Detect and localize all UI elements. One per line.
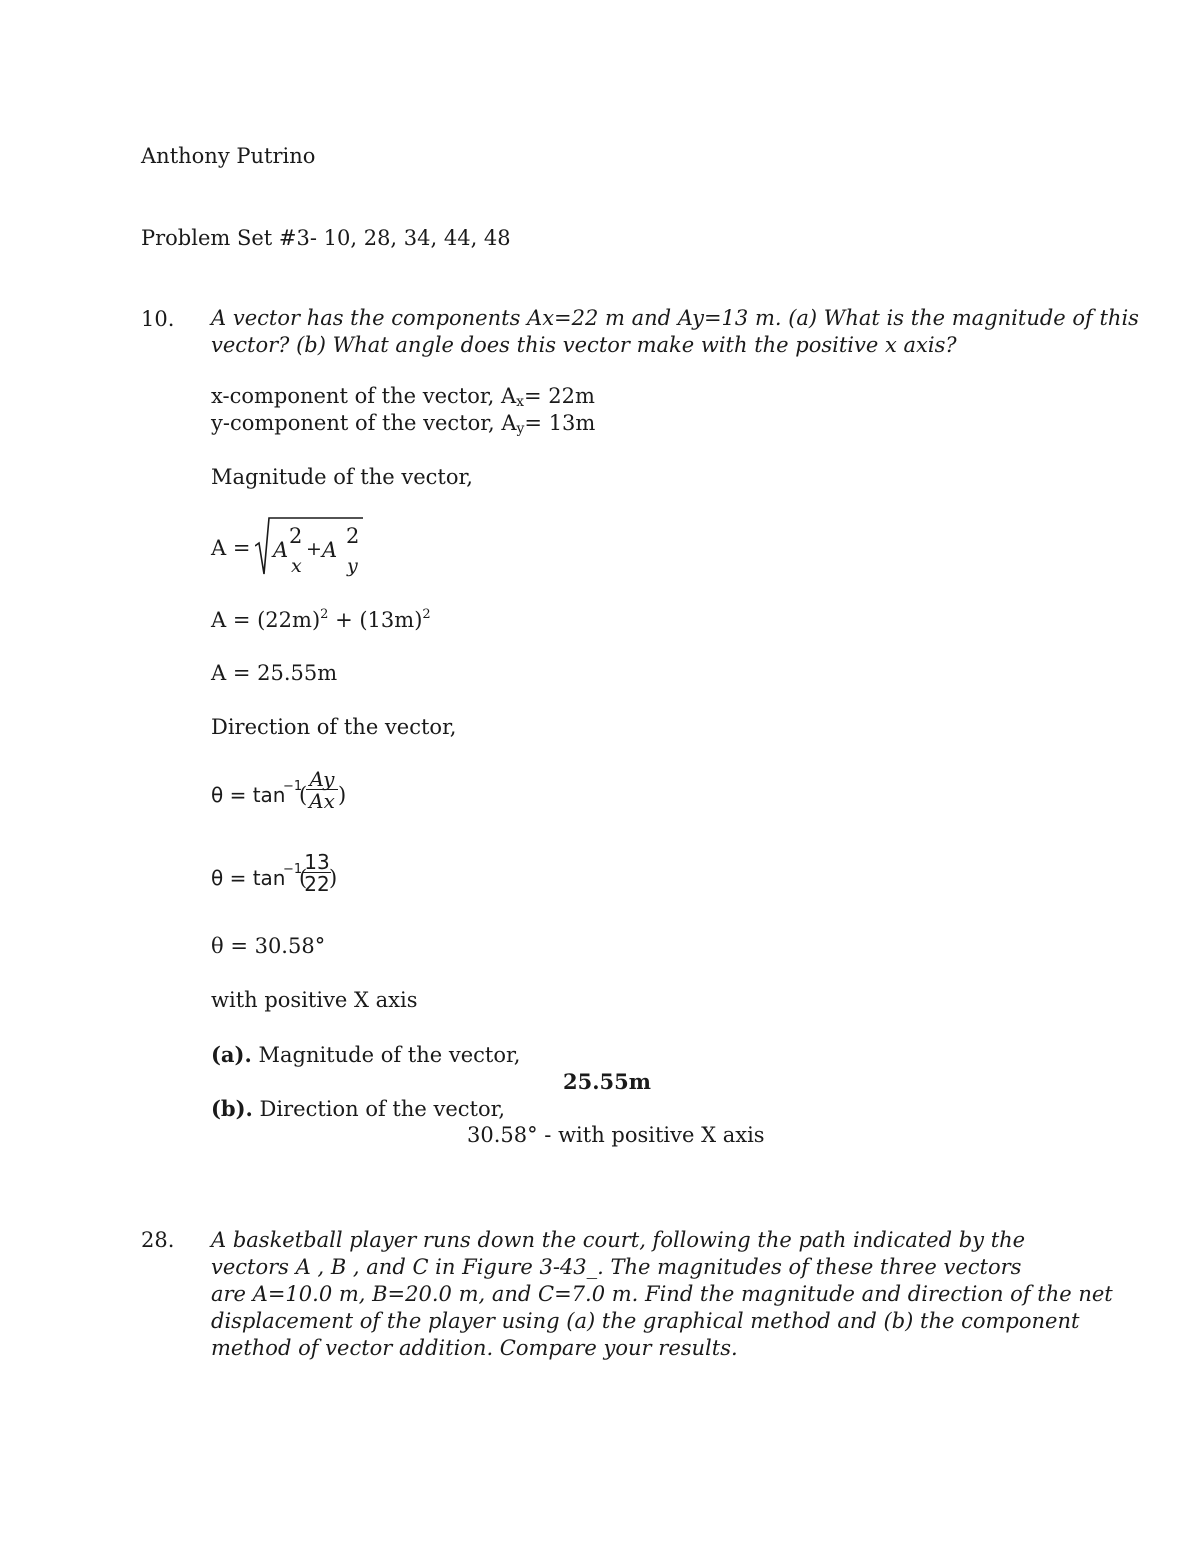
direction-formula-exponent: −1 bbox=[283, 779, 303, 794]
fraction-numerator: 13 bbox=[304, 850, 330, 874]
direction-substitution-open-paren: ( bbox=[299, 866, 308, 890]
x-component-label: x-component of the vector, A bbox=[211, 384, 517, 408]
answer-a-text: Magnitude of the vector, bbox=[251, 1043, 521, 1067]
direction-substitution-lhs: θ = tan bbox=[211, 866, 286, 890]
x-component-value: = 22m bbox=[524, 384, 595, 408]
author-name: Anthony Putrino bbox=[141, 144, 316, 168]
problem-28-line-1: A basketball player runs down the court, following the path indicated by the bbox=[211, 1228, 1026, 1252]
term1-subscript: x bbox=[291, 555, 302, 577]
plus-sign: + bbox=[306, 538, 322, 560]
answer-b-value: 30.58° - with positive X axis bbox=[467, 1123, 765, 1147]
substitution-term-2: + (13m) bbox=[328, 608, 423, 632]
x-component-line bbox=[211, 384, 595, 411]
direction-result: θ = 30.58° bbox=[211, 934, 326, 958]
problem-10-question-line-1: A vector has the components Ax=22 m and Ay=13 m. (a) What is the magnitude of this bbox=[211, 306, 1139, 330]
fraction-denominator: 22 bbox=[304, 872, 330, 896]
direction-formula-open-paren: ( bbox=[299, 783, 308, 807]
problem-28-number: 28. bbox=[141, 1228, 175, 1252]
thirteen-over-twentytwo-fraction bbox=[303, 852, 331, 894]
y-component-value: = 13m bbox=[524, 411, 596, 435]
problem-10-number: 10. bbox=[141, 307, 175, 331]
substitution-term-1: A = (22m) bbox=[211, 608, 321, 632]
ay-over-ax-fraction bbox=[306, 769, 338, 811]
problem-28-line-5: method of vector addition. Compare your results. bbox=[211, 1336, 738, 1360]
magnitude-result: A = 25.55m bbox=[211, 661, 338, 685]
answer-a-line bbox=[211, 1042, 520, 1068]
direction-substitution bbox=[211, 848, 371, 908]
direction-substitution-close-paren: ) bbox=[329, 866, 338, 890]
direction-formula-lhs: θ = tan bbox=[211, 783, 286, 807]
x-component-subscript: x bbox=[516, 394, 525, 410]
problem-28-line-4: displacement of the player using (a) the graphical method and (b) the component bbox=[211, 1309, 1080, 1333]
answer-b-line bbox=[211, 1096, 505, 1122]
problem-set-title: Problem Set #3- 10, 28, 34, 44, 48 bbox=[141, 226, 511, 250]
answer-b-label: (b). bbox=[211, 1096, 253, 1121]
problem-10-question-line-2: vector? (b) What angle does this vector make with the positive x axis? bbox=[211, 333, 957, 357]
problem-28-line-3: are A=10.0 m, B=20.0 m, and C=7.0 m. Find the magnitude and direction of the net bbox=[211, 1282, 1113, 1306]
answer-a-value: 25.55m bbox=[563, 1069, 651, 1094]
direction-formula-close-paren: ) bbox=[338, 783, 347, 807]
term2-superscript: 2 bbox=[346, 524, 360, 548]
term2-base: A bbox=[322, 538, 338, 562]
term2-subscript: y bbox=[347, 555, 358, 577]
direction-note: with positive X axis bbox=[211, 988, 418, 1012]
direction-formula bbox=[211, 765, 371, 825]
answer-b-text: Direction of the vector, bbox=[252, 1097, 506, 1121]
answer-a-label: (a). bbox=[211, 1042, 252, 1067]
term1-superscript: 2 bbox=[289, 524, 303, 548]
magnitude-formula-lhs: A = bbox=[211, 536, 251, 560]
magnitude-heading: Magnitude of the vector, bbox=[211, 465, 473, 489]
problem-28-line-2: vectors A , B , and C in Figure 3-43_. The magnitudes of these three vectors bbox=[211, 1255, 1022, 1279]
y-component-subscript: y bbox=[516, 421, 525, 437]
y-component-label: y-component of the vector, A bbox=[211, 411, 517, 435]
magnitude-formula bbox=[211, 510, 381, 585]
substitution-exponent-2: 2 bbox=[422, 607, 431, 622]
direction-substitution-exponent: −1 bbox=[283, 862, 303, 877]
substitution-exponent-1: 2 bbox=[320, 607, 329, 622]
fraction-denominator: Ax bbox=[306, 789, 338, 811]
direction-heading: Direction of the vector, bbox=[211, 715, 457, 739]
y-component-line bbox=[211, 411, 595, 438]
fraction-numerator: Ay bbox=[309, 767, 335, 791]
magnitude-substitution bbox=[211, 607, 431, 633]
term1-base: A bbox=[273, 538, 289, 562]
